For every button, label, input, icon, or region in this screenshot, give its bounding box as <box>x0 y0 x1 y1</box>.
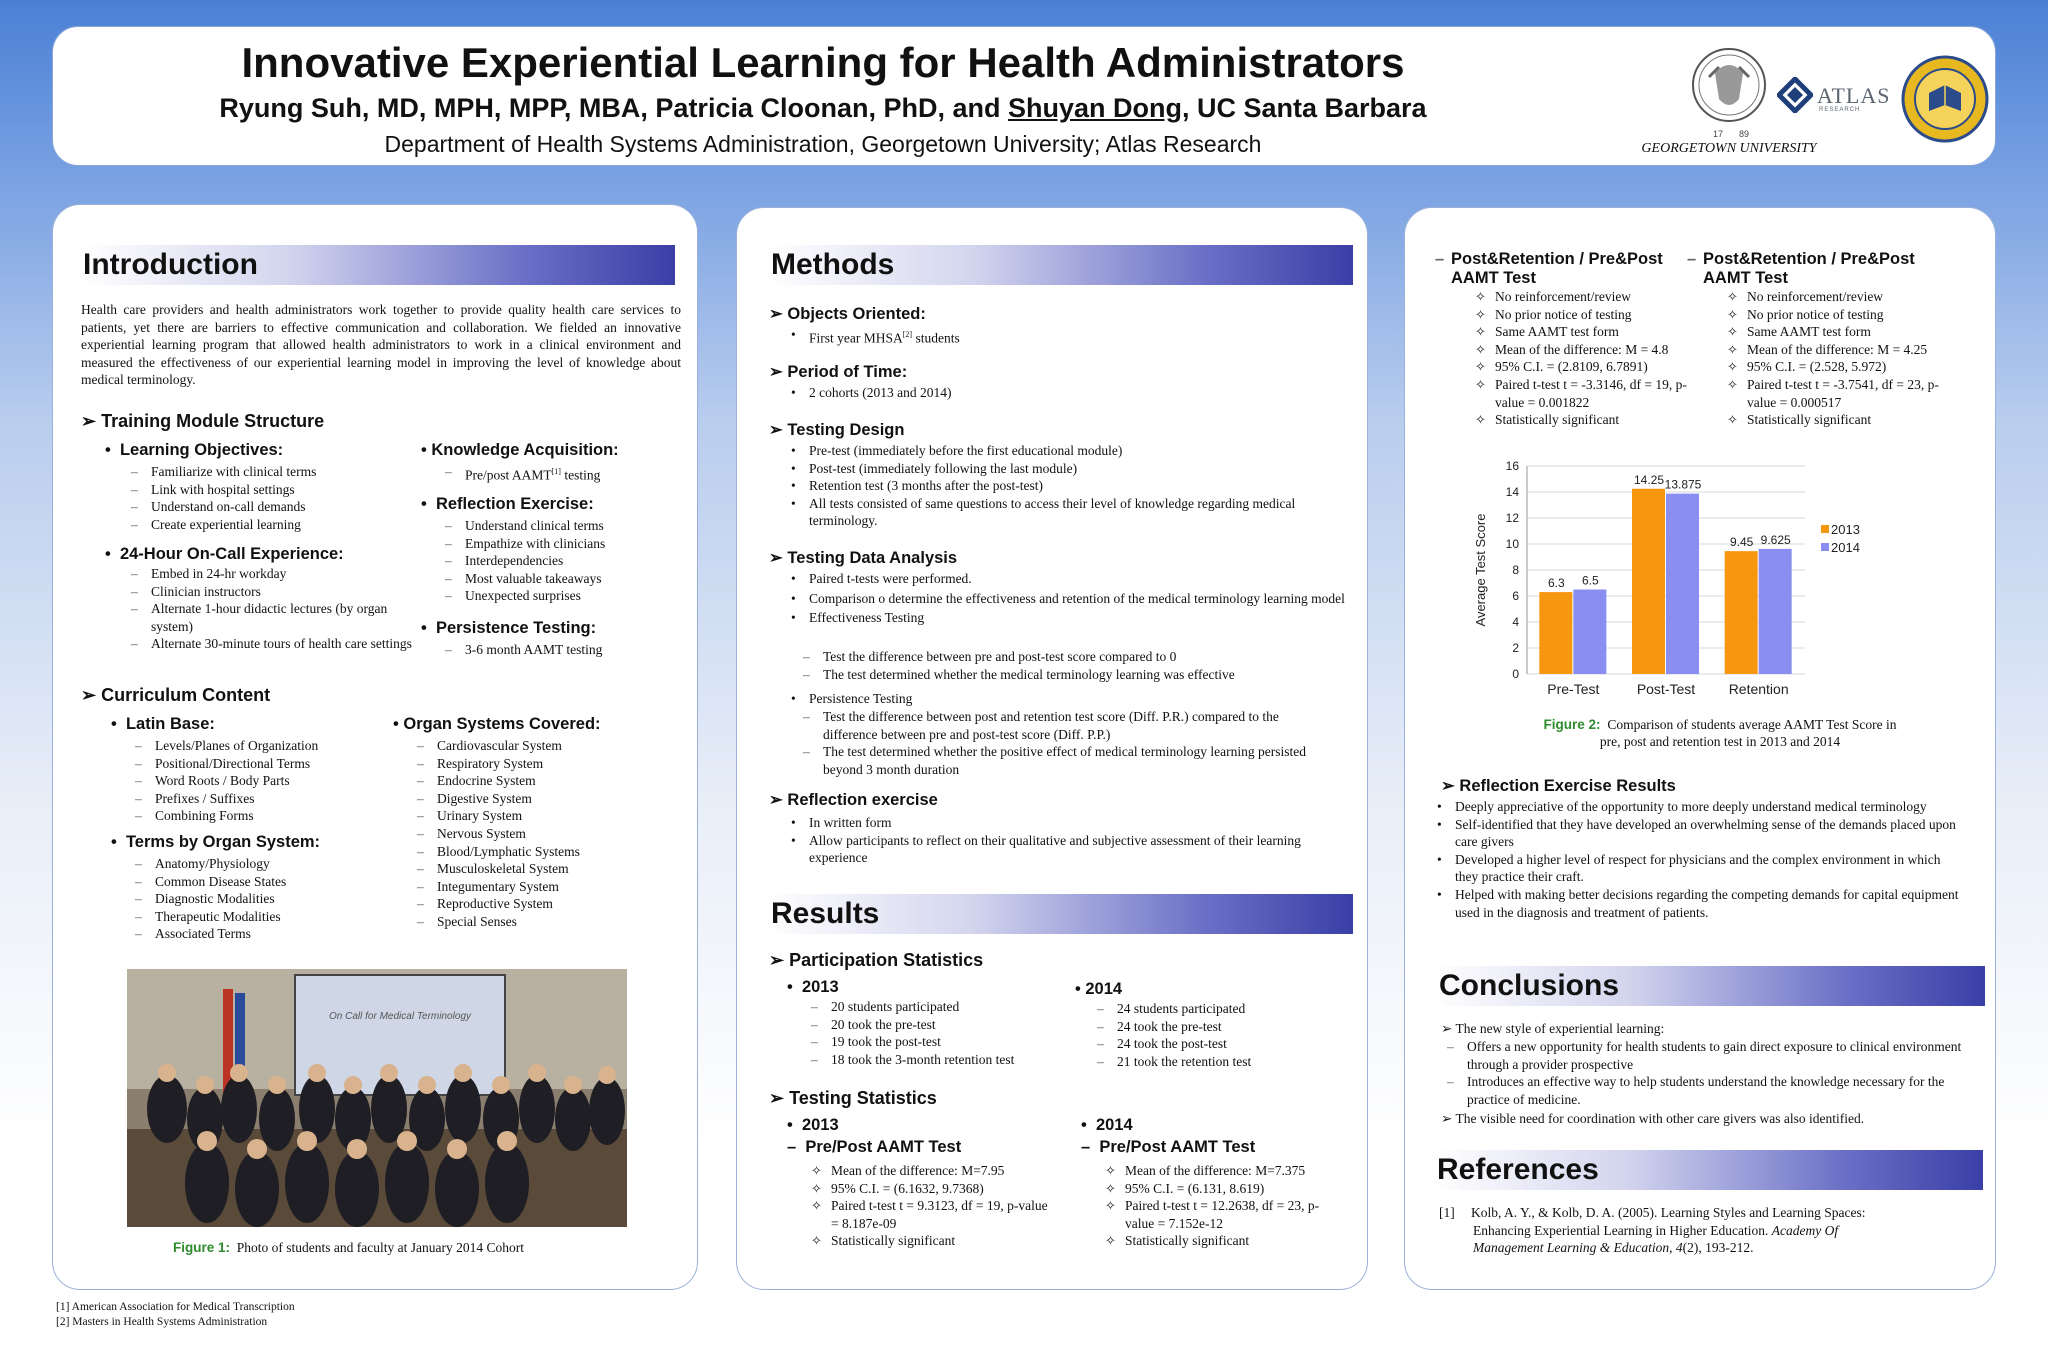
reflection-results-list <box>1435 798 1965 921</box>
list-item: ✧ Same AAMT test form <box>1727 323 1947 341</box>
x-tick-label: Retention <box>1728 681 1789 697</box>
list-item: ✧ No prior notice of testing <box>1727 306 1947 324</box>
list-item: • Allow participants to reflect on their qualitative and subjective assessment of their learning experience <box>789 832 1319 867</box>
persistence-testing-label: • Persistence Testing: <box>421 619 597 637</box>
effectiveness-testing-list <box>803 648 1343 683</box>
participation-2014-label: • 2014 <box>1075 980 1123 998</box>
list-item: ✧ Paired t-test t = -3.7541, df = 23, p-value = 0.000517 <box>1727 376 1947 411</box>
list-item: ✧ Paired t-test t = 12.2638, df = 23, p-value = 7.152e-12 <box>1105 1197 1345 1232</box>
list-item: ✧ Statistically significant <box>1105 1232 1345 1250</box>
knowledge-acquisition-list <box>445 463 685 484</box>
svg-text:89: 89 <box>1739 129 1750 139</box>
testing-data-analysis-list <box>789 570 1345 627</box>
georgetown-seal-logo <box>1689 37 1769 141</box>
list-item: ✧ 95% C.I. = (2.8109, 6.7891) <box>1475 358 1695 376</box>
testing-2013-label: • 2013 <box>787 1116 839 1134</box>
list-item: • Retention test (3 months after the post-test) <box>789 477 1319 495</box>
list-item: – Offers a new opportunity for health students to gain direct exposure to clinical environment through a provider prospective <box>1447 1038 1967 1073</box>
list-item: ✧ Mean of the difference: M = 4.8 <box>1475 341 1695 359</box>
list-item: • Self-identified that they have developed an overwhelming sense of the demands placed upon care givers <box>1435 816 1965 851</box>
participation-2013-label: • 2013 <box>787 978 839 996</box>
reference-number: [1] <box>1439 1205 1455 1220</box>
list-item: • In written form <box>789 814 1319 832</box>
list-item: • Developed a higher level of respect for physicians and the complex environment in which they practice their craft. <box>1435 851 1965 886</box>
list-item: ✧ No reinforcement/review <box>1727 288 1947 306</box>
terms-by-organ-label: • Terms by Organ System: <box>111 833 321 851</box>
testing-2014-label: • 2014 <box>1081 1116 1133 1134</box>
learning-objectives-label: • Learning Objectives: <box>105 441 284 459</box>
reflection-exercise-label: • Reflection Exercise: <box>421 495 594 513</box>
poster-header <box>52 26 1996 166</box>
organ-systems-label: • Organ Systems Covered: <box>393 715 601 733</box>
list-item: – 19 took the post-test <box>811 1033 1071 1051</box>
bar-2013-posttest <box>1632 489 1665 674</box>
y-tick-label: 12 <box>1505 511 1519 525</box>
list-item: ✧ Mean of the difference: M=7.375 <box>1105 1162 1345 1180</box>
bar-2014-retention <box>1759 549 1792 674</box>
list-item: ✧ Paired t-test t = -3.3146, df = 19, p-value = 0.001822 <box>1475 376 1695 411</box>
data-label: 9.625 <box>1760 532 1791 547</box>
list-item: ✧ No reinforcement/review <box>1475 288 1695 306</box>
list-item: • 2 cohorts (2013 and 2014) <box>789 384 1349 402</box>
list-item: – Familiarize with clinical terms <box>131 463 351 481</box>
latin-base-label: • Latin Base: <box>111 715 215 733</box>
list-item: – Cardiovascular System <box>417 737 677 755</box>
footnotes <box>56 1300 295 1329</box>
list-item: – 18 took the 3-month retention test <box>811 1051 1071 1069</box>
references-heading: References <box>1433 1150 1983 1190</box>
list-item: – Word Roots / Body Parts <box>135 772 355 790</box>
results-heading: Results <box>767 894 1353 934</box>
photo-screen-text: On Call for Medical Terminology <box>329 1011 471 1022</box>
list-item: • Persistence Testing <box>789 690 1345 708</box>
list-item: – Common Disease States <box>135 873 355 891</box>
testing-design-list <box>789 442 1319 530</box>
arrow-bullet-icon: ➢ <box>81 685 102 705</box>
arrow-bullet-icon: ➢ <box>769 549 788 567</box>
on-call-label: • 24-Hour On-Call Experience: <box>105 545 344 563</box>
list-item: – Empathize with clinicians <box>445 535 685 553</box>
list-item: ✧ Mean of the difference: M = 4.25 <box>1727 341 1947 359</box>
list-item: – Respiratory System <box>417 755 677 773</box>
atlas-logo-icon <box>1777 77 1813 113</box>
x-tick-label: Post-Test <box>1636 681 1696 697</box>
participation-2013-list <box>811 998 1071 1068</box>
list-item: – Understand clinical terms <box>445 517 685 535</box>
y-axis-label: Average Test Score <box>1473 513 1488 627</box>
participation-2014-list <box>1097 1000 1337 1070</box>
training-module-heading: ➢ Training Module Structure <box>81 411 325 431</box>
list-item: – Endocrine System <box>417 772 677 790</box>
arrow-bullet-icon: ➢ <box>81 411 102 431</box>
list-item: • Paired t-tests were performed. <box>789 570 1345 588</box>
footnote-2: [2] Masters in Health Systems Administration <box>56 1315 268 1328</box>
reflection-exercise-list <box>445 517 685 605</box>
list-item: ✧ Statistically significant <box>1475 411 1695 429</box>
list-item: • Deeply appreciative of the opportunity to more deeply understand medical terminology <box>1435 798 1965 816</box>
data-label: 9.45 <box>1729 535 1754 550</box>
arrow-bullet-icon: ➢ <box>769 305 788 323</box>
list-item: – Clinician instructors <box>131 583 421 601</box>
legend-swatch-2013 <box>1821 525 1829 533</box>
period-of-time-label: ➢ Period of Time: <box>769 363 908 381</box>
list-item: • All tests consisted of same questions to access their level of knowledge regarding medical terminology. <box>789 495 1319 530</box>
testing-2014-list <box>1105 1162 1345 1250</box>
list-item: – Embed in 24-hr workday <box>131 565 421 583</box>
participation-statistics-heading: ➢ Participation Statistics <box>769 950 984 970</box>
list-item: – 24 took the post-test <box>1097 1035 1337 1053</box>
bar-2013-retention <box>1725 551 1758 674</box>
list-item: • Effectiveness Testing <box>789 609 1345 627</box>
list-item: ✧ Statistically significant <box>1727 411 1947 429</box>
persistence-testing-list <box>445 641 685 659</box>
arrow-bullet-icon: ➢ <box>1441 777 1460 795</box>
list-item: – Test the difference between pre and post-test score compared to 0 <box>803 648 1343 666</box>
curriculum-content-heading: ➢ Curriculum Content <box>81 685 271 705</box>
list-item: – 3-6 month AAMT testing <box>445 641 685 659</box>
poster-authors: Ryung Suh, MD, MPH, MPP, MBA, Patricia Cloonan, PhD, and Shuyan Dong, UC Santa Barbara <box>219 93 1427 123</box>
y-tick-label: 16 <box>1505 459 1519 473</box>
list-item: – 20 students participated <box>811 998 1071 1016</box>
list-item: – Pre/post AAMT[1] testing <box>445 463 685 484</box>
persistence-testing-item <box>789 684 1345 708</box>
ucsb-seal-logo <box>1901 55 1989 143</box>
list-item: – Musculoskeletal System <box>417 860 677 878</box>
objects-oriented-label: ➢ Objects Oriented: <box>769 305 926 323</box>
y-tick-label: 8 <box>1512 563 1519 577</box>
arrow-bullet-icon: ➢ <box>769 363 788 381</box>
y-tick-label: 10 <box>1505 537 1519 551</box>
poster-title: Innovative Experiential Learning for Health Administrators <box>241 39 1405 86</box>
figure1-caption: Figure 1: Photo of students and faculty at January 2014 Cohort <box>173 1240 524 1255</box>
y-tick-label: 2 <box>1512 641 1519 655</box>
retention-2014-list <box>1727 288 1947 429</box>
reflection-results-heading: ➢ Reflection Exercise Results <box>1441 777 1676 795</box>
retention-2013-heading: – Post&Retention / Pre&Post AAMT Test <box>1435 250 1663 287</box>
data-label: 13.875 <box>1664 477 1702 492</box>
list-item: – Special Senses <box>417 913 677 931</box>
list-item: – Associated Terms <box>135 925 355 943</box>
atlas-wordmark: ATLAS <box>1817 83 1891 108</box>
list-item: – Combining Forms <box>135 807 355 825</box>
figure2-caption: Figure 2: Comparison of students average AAMT Test Score in pre, post and retention test in 2013 and 2014 <box>1543 717 1897 749</box>
list-item: ✧ Same AAMT test form <box>1475 323 1695 341</box>
y-tick-label: 14 <box>1505 485 1519 499</box>
list-item: – Reproductive System <box>417 895 677 913</box>
list-item: • First year MHSA[2] students <box>789 326 1349 347</box>
list-item: – Urinary System <box>417 807 677 825</box>
list-item: – Alternate 30-minute tours of health care settings <box>131 635 421 653</box>
x-tick-label: Pre-Test <box>1547 681 1600 697</box>
list-item: • Helped with making better decisions regarding the competing demands for capital equipment used in the diagnosis and treatment of patients. <box>1435 886 1965 921</box>
testing-2013-sub-label: – Pre/Post AAMT Test <box>787 1138 962 1156</box>
on-call-list <box>131 565 421 653</box>
testing-statistics-heading: ➢ Testing Statistics <box>769 1088 937 1108</box>
list-item: – 24 students participated <box>1097 1000 1337 1018</box>
list-item: – Diagnostic Modalities <box>135 890 355 908</box>
list-item: ✧ 95% C.I. = (6.1632, 9.7368) <box>811 1180 1051 1198</box>
reference-1: Kolb, A. Y., & Kolb, D. A. (2005). Learning Styles and Learning Spaces: Enhancing Experiential Learning in Higher Education. Academy Of Management Learning & Education, 4(2), 193-212. <box>1471 1205 1866 1256</box>
list-item: – Levels/Planes of Organization <box>135 737 355 755</box>
arrow-bullet-icon: ➢ <box>1441 1111 1456 1126</box>
data-label: 14.25 <box>1633 472 1665 487</box>
y-tick-label: 6 <box>1512 589 1519 603</box>
persistence-testing-sub-list <box>803 708 1323 778</box>
data-label: 6.3 <box>1547 576 1565 591</box>
list-item: ✧ Paired t-test t = 9.3123, df = 19, p-value = 8.187e-09 <box>811 1197 1051 1232</box>
retention-2013-list <box>1475 288 1695 429</box>
knowledge-acquisition-label: • Knowledge Acquisition: <box>421 441 619 459</box>
list-item: – Anatomy/Physiology <box>135 855 355 873</box>
list-item: – Nervous System <box>417 825 677 843</box>
list-item: ✧ 95% C.I. = (2.528, 5.972) <box>1727 358 1947 376</box>
list-item: – Integumentary System <box>417 878 677 896</box>
testing-design-label: ➢ Testing Design <box>769 421 905 439</box>
conclusions-heading: Conclusions <box>1435 966 1985 1006</box>
legend-label-2014: 2014 <box>1831 540 1860 555</box>
testing-2014-sub-label: – Pre/Post AAMT Test <box>1081 1138 1256 1156</box>
list-item: – Test the difference between post and retention test score (Diff. P.R.) compared to the difference between pre and post-test score (Diff. P.P.) <box>803 708 1323 743</box>
list-item: • Post-test (immediately following the last module) <box>789 460 1319 478</box>
learning-objectives-list <box>131 463 351 533</box>
bar-2014-posttest <box>1666 494 1699 674</box>
conclusions-point-1: ➢ The new style of experiential learning: <box>1441 1021 1665 1036</box>
legend-label-2013: 2013 <box>1831 522 1860 537</box>
data-label: 6.5 <box>1581 573 1599 588</box>
list-item: • Pre-test (immediately before the first educational module) <box>789 442 1319 460</box>
introduction-panel <box>52 204 698 1290</box>
list-item: – Prefixes / Suffixes <box>135 790 355 808</box>
objects-oriented-list <box>789 326 1349 347</box>
arrow-bullet-icon: ➢ <box>769 1088 790 1108</box>
bar-2013-pretest <box>1539 592 1572 674</box>
list-item: – Create experiential learning <box>131 516 351 534</box>
georgetown-wordmark: GEORGETOWN UNIVERSITY <box>1641 141 1817 156</box>
list-item: – Therapeutic Modalities <box>135 908 355 926</box>
list-item: – Positional/Directional Terms <box>135 755 355 773</box>
latin-base-list <box>135 737 355 825</box>
introduction-paragraph: Health care providers and health administrators work together to provide quality health care services to patients, yet there are barriers to effective communication and collaboration. We fielded an innovative experiential learning program that allowed health administrators to work in a clinical environment and measured the effectiveness of our experiential learning model in improving the level of knowledge about medical terminology. <box>81 302 681 388</box>
list-item: – The test determined whether the medical terminology learning was effective <box>803 666 1343 684</box>
retention-2014-heading: – Post&Retention / Pre&Post AAMT Test <box>1687 250 1915 287</box>
svg-text:17: 17 <box>1713 129 1724 139</box>
methods-heading: Methods <box>767 245 1353 285</box>
list-item: – Blood/Lymphatic Systems <box>417 843 677 861</box>
arrow-bullet-icon: ➢ <box>1441 1021 1456 1036</box>
list-item: • Comparison o determine the effectiveness and retention of the medical terminology learning model <box>789 590 1345 608</box>
bar-2014-pretest <box>1573 590 1606 675</box>
list-item: – Link with hospital settings <box>131 481 351 499</box>
list-item: ✧ No prior notice of testing <box>1475 306 1695 324</box>
author-link: Shuyan Dong <box>1007 93 1182 123</box>
atlas-subtitle: RESEARCH <box>1819 107 1861 113</box>
introduction-heading: Introduction <box>79 245 675 285</box>
list-item: ✧ Statistically significant <box>811 1232 1051 1250</box>
footnote-1: [1] American Association for Medical Transcription <box>56 1301 295 1313</box>
conclusions-sub-list <box>1447 1038 1967 1108</box>
list-item: – Introduces an effective way to help students understand the knowledge necessary for the practice of medicine. <box>1447 1073 1967 1108</box>
poster-affiliation: Department of Health Systems Administration, Georgetown University; Atlas Research <box>384 131 1262 157</box>
y-tick-label: 0 <box>1512 667 1519 681</box>
list-item: ✧ 95% C.I. = (6.131, 8.619) <box>1105 1180 1345 1198</box>
arrow-bullet-icon: ➢ <box>769 791 788 809</box>
testing-2013-list <box>811 1162 1051 1250</box>
y-tick-label: 4 <box>1512 615 1519 629</box>
arrow-bullet-icon: ➢ <box>769 950 790 970</box>
testing-data-analysis-label: ➢ Testing Data Analysis <box>769 549 958 567</box>
list-item: – 21 took the retention test <box>1097 1053 1337 1071</box>
list-item: – Understand on-call demands <box>131 498 351 516</box>
list-item: – The test determined whether the positive effect of medical terminology learning persisted beyond 3 month duration <box>803 743 1323 778</box>
organ-systems-list <box>417 737 677 931</box>
period-of-time-list <box>789 384 1349 402</box>
reflection-exercise-method-list <box>789 814 1319 867</box>
list-item: – Interdependencies <box>445 552 685 570</box>
list-item: – Digestive System <box>417 790 677 808</box>
terms-by-organ-list <box>135 855 355 943</box>
list-item: – Most valuable takeaways <box>445 570 685 588</box>
list-item: ✧ Mean of the difference: M=7.95 <box>811 1162 1051 1180</box>
arrow-bullet-icon: ➢ <box>769 421 788 439</box>
list-item: – Unexpected surprises <box>445 587 685 605</box>
legend-swatch-2014 <box>1821 543 1829 551</box>
group-photo <box>127 969 627 1227</box>
list-item: – Alternate 1-hour didactic lectures (by organ system) <box>131 600 421 635</box>
methods-panel <box>736 207 1368 1290</box>
conclusions-point-2: ➢ The visible need for coordination with other care givers was also identified. <box>1441 1111 1865 1126</box>
results-panel <box>1404 207 1996 1290</box>
list-item: – 20 took the pre-test <box>811 1016 1071 1034</box>
reflection-exercise-method-label: ➢ Reflection exercise <box>769 791 938 809</box>
list-item: – 24 took the pre-test <box>1097 1018 1337 1036</box>
